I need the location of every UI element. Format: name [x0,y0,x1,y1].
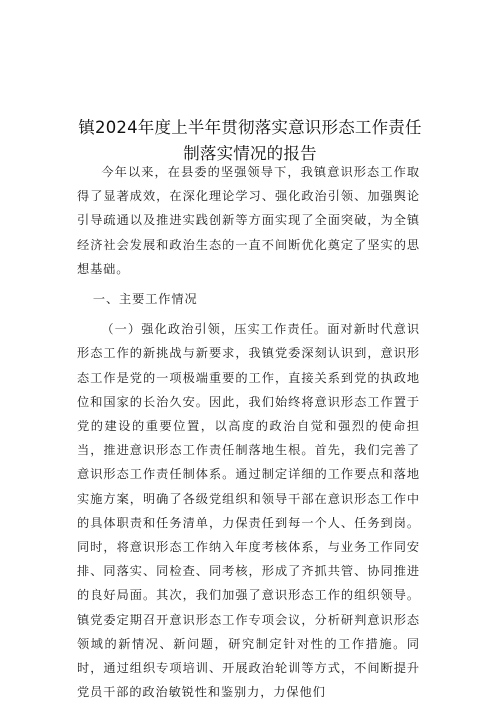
subsection-paragraph [77,317,420,704]
subsection-number: （一） [101,322,142,337]
document-title-line2: 制落实情况的报告 [183,144,317,163]
document-body [77,160,420,704]
section-heading: 一、主要工作情况 [92,292,198,307]
subsection-text: 强化政治引领，压实工作责任。面对新时代意识形态工作的新挑战与新要求，我镇党委深刻认识到，意识形态工作是党的一项极端重要的工作，直接关系到党的执政地位和国家的长治久安。因此，我们始终将意识形态工作置于党的建设的重要位置，以高度的政治自觉和强烈的使命担当，推进意识形态工作责任制落地生根。首先，我们完善了意识形态工作责任制体系。通过制定详细的工作要点和落地实施方案，明确了各级党组织和领导干部在意识形态工作中的具体职责和任务清单，力保责任到每一个人、任务到岗。同时，将意识形态工作纳入年度考核体系，与业务工作同安排、同落实、同检查、同考核，形成了齐抓共管、协同推进的良好局面。其次，我们加强了意识形态工作的组织领导。镇党委定期召开意识形态工作专项会议，分析研判意识形态领域的新情况、新问题，研究制定针对性的工作措施。同时，通过组织专项培训、开展政治轮训等方式，不间断提升党员干部的政治敏锐性和鉴别力，力保他们 [77,322,421,700]
intro-paragraph: 今年以来，在县委的坚强领导下，我镇意识形态工作取得了显著成效，在深化理论学习、强化政治引领、加强舆论引导疏通以及推进实践创新等方面实现了全面突破，为全镇经济社会发展和政治生态的一直不间断优化奠定了坚实的思想基础。 [77,165,420,276]
document-title-line1: 镇2024年度上半年贯彻落实意识形态工作责任 [78,118,422,137]
